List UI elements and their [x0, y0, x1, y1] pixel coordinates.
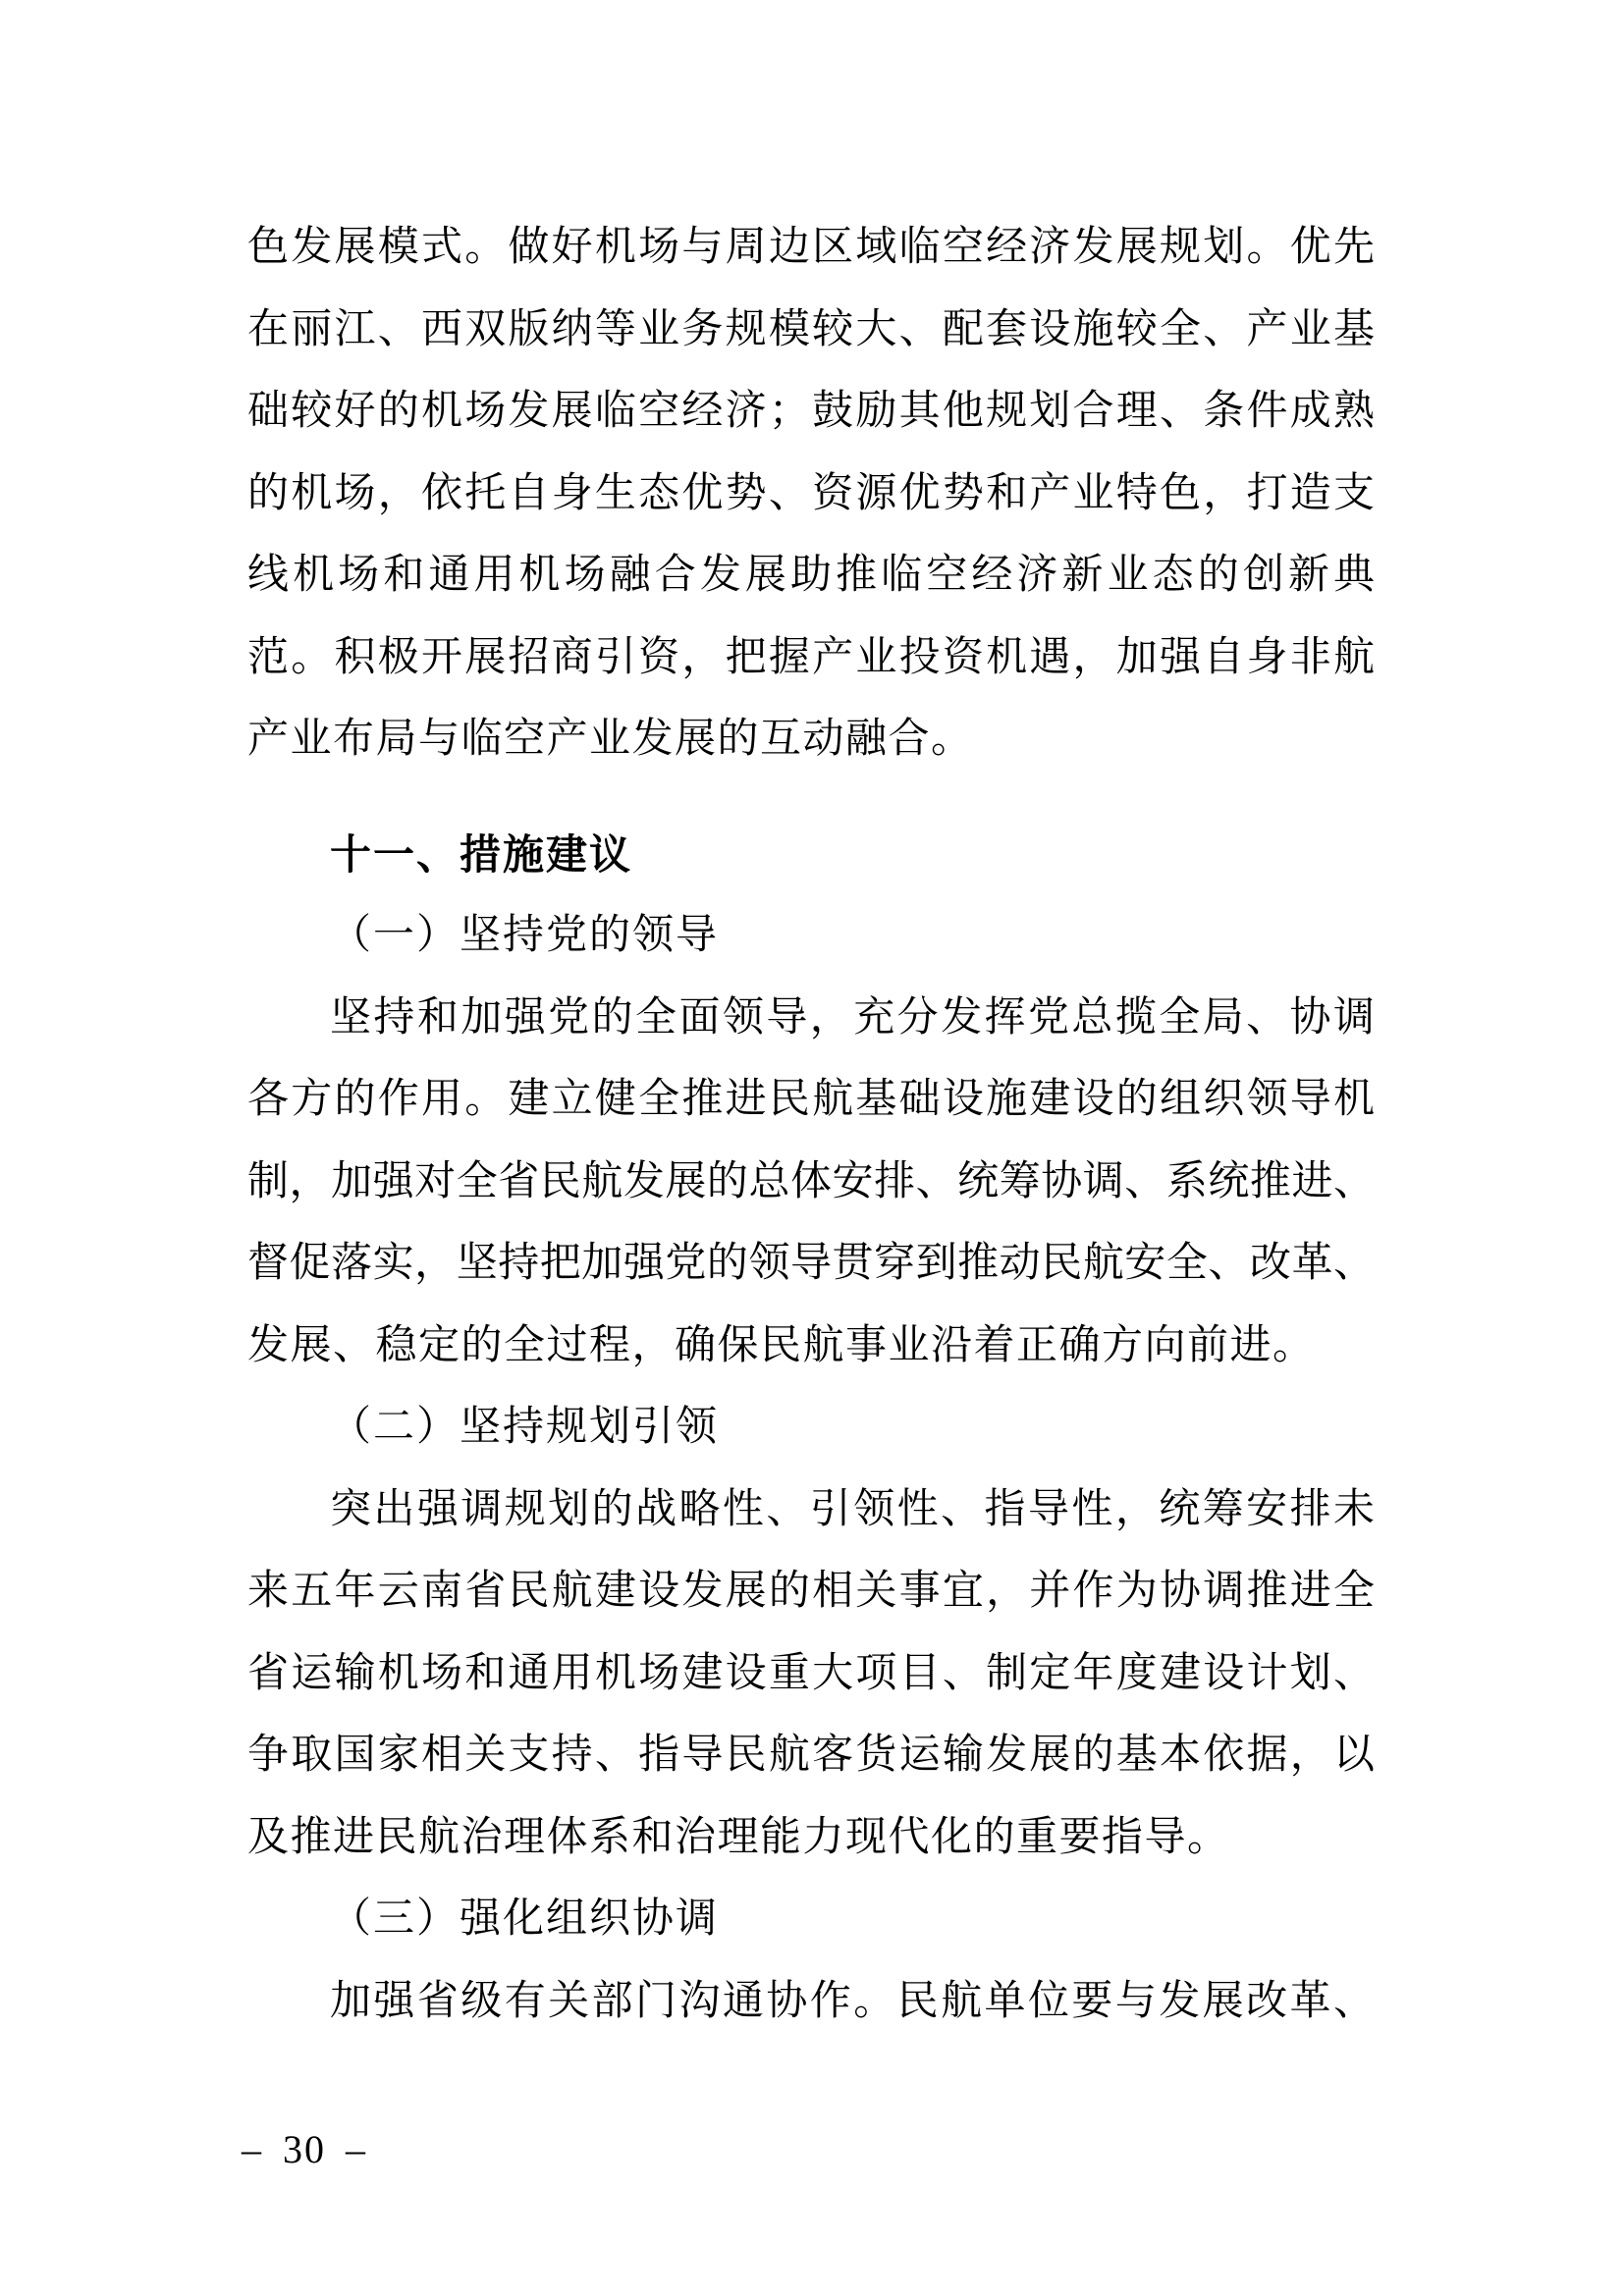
body-line: 争取国家相关支持、指导民航客货运输发展的基本依据，以 [247, 1733, 1375, 1778]
body-line: 各方的作用。建立健全推进民航基础设施建设的组织领导机 [247, 1077, 1375, 1122]
body-line: 及推进民航治理体系和治理能力现代化的重要指导。 [247, 1814, 1230, 1860]
body-line: 发展、稳定的全过程，确保民航事业沿着正确方向前进。 [247, 1322, 1316, 1368]
body-line: 坚持和加强党的全面领导，充分发挥党总揽全局、协调 [330, 994, 1375, 1041]
subsection-heading-2: （二）坚持规划引领 [330, 1405, 720, 1450]
subsection-heading-1: （一）坚持党的领导 [330, 913, 720, 958]
body-line: 突出强调规划的战略性、引领性、指导性，统筹安排未 [330, 1486, 1375, 1532]
page-number: – 30 – [242, 2127, 367, 2171]
body-line: 础较好的机场发展临空经济；鼓励其他规划合理、条件成熟 [247, 389, 1375, 434]
body-line: 产业布局与临空产业发展的互动融合。 [247, 717, 974, 762]
body-line: 范。积极开展招商引资，把握产业投资机遇，加强自身非航 [247, 634, 1375, 680]
body-line: 线机场和通用机场融合发展助推临空经济新业态的创新典 [247, 553, 1375, 598]
subsection-heading-3: （三）强化组织协调 [330, 1896, 720, 1942]
body-line: 加强省级有关部门沟通协作。民航单位要与发展改革、 [330, 1978, 1375, 2024]
body-line: 来五年云南省民航建设发展的相关事宜，并作为协调推进全 [247, 1569, 1375, 1614]
body-line: 色发展模式。做好机场与周边区域临空经济发展规划。优先 [247, 225, 1375, 270]
body-line: 省运输机场和通用机场建设重大项目、制定年度建设计划、 [247, 1650, 1375, 1696]
body-line: 在丽江、西双版纳等业务规模较大、配套设施较全、产业基 [247, 306, 1375, 352]
section-heading: 十一、措施建议 [330, 830, 633, 878]
page-content [247, 207, 1375, 2043]
body-line: 的机场，依托自身生态优势、资源优势和产业特色，打造支 [247, 470, 1375, 516]
body-line: 督促落实，坚持把加强党的领导贯穿到推动民航安全、改革、 [247, 1241, 1375, 1286]
body-line: 制，加强对全省民航发展的总体安排、统筹协调、系统推进、 [247, 1158, 1375, 1204]
